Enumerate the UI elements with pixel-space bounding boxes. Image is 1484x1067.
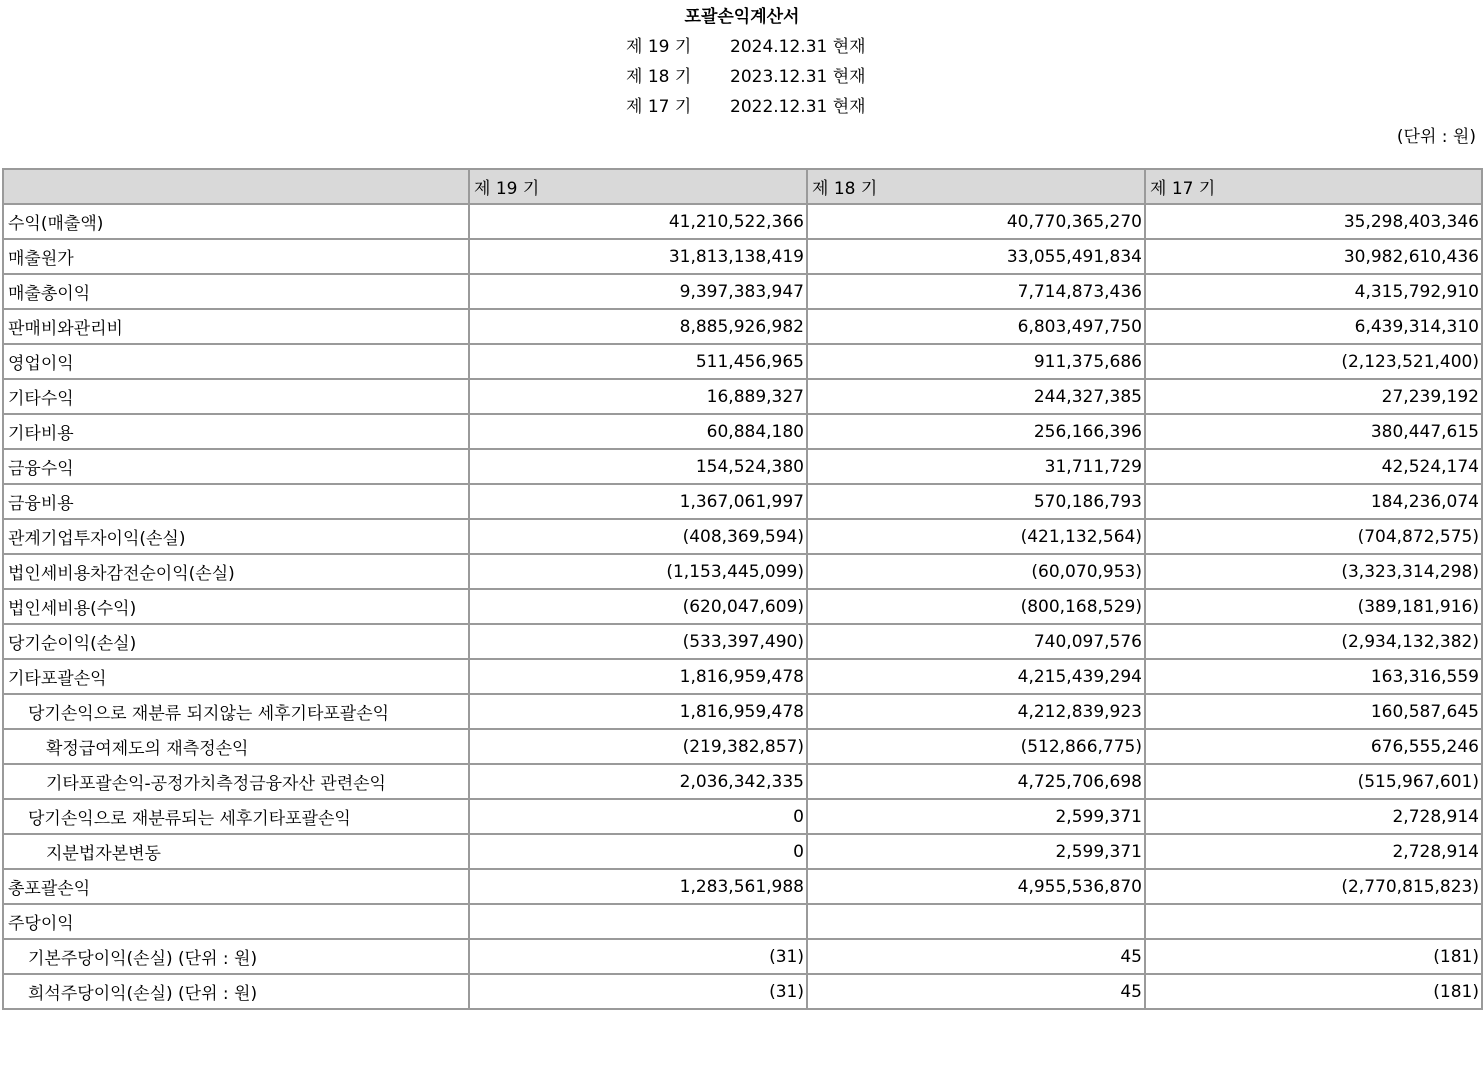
value-cell: [1145, 904, 1482, 939]
value-cell: 60,884,180: [469, 414, 807, 449]
value-cell: 6,803,497,750: [807, 309, 1145, 344]
period-name: 제 17 기: [626, 97, 692, 117]
table-row: [3, 309, 1482, 344]
header-cell-period: 제 17 기: [1145, 169, 1482, 204]
value-cell: (2,770,815,823): [1145, 869, 1482, 904]
table-row: [3, 974, 1482, 1009]
table-row: [3, 939, 1482, 974]
table-row: [3, 799, 1482, 834]
row-label: 금융비용: [3, 484, 469, 519]
table-row: [3, 204, 1482, 239]
value-cell: 0: [469, 799, 807, 834]
value-cell: 45: [807, 974, 1145, 1009]
value-cell: 1,816,959,478: [469, 659, 807, 694]
value-cell: (2,123,521,400): [1145, 344, 1482, 379]
unit-note: (단위 : 원): [1396, 127, 1476, 147]
value-cell: 6,439,314,310: [1145, 309, 1482, 344]
value-cell: 380,447,615: [1145, 414, 1482, 449]
value-cell: 2,599,371: [807, 834, 1145, 869]
row-label: 당기손익으로 재분류되는 세후기타포괄손익: [3, 799, 469, 834]
value-cell: 33,055,491,834: [807, 239, 1145, 274]
table-row: [3, 274, 1482, 309]
value-cell: (181): [1145, 939, 1482, 974]
income-statement-table: [2, 168, 1483, 1010]
value-cell: 4,215,439,294: [807, 659, 1145, 694]
header-cell-period: 제 18 기: [807, 169, 1145, 204]
value-cell: 42,524,174: [1145, 449, 1482, 484]
value-cell: 16,889,327: [469, 379, 807, 414]
value-cell: (389,181,916): [1145, 589, 1482, 624]
row-label: 지분법자본변동: [3, 834, 469, 869]
row-label: 주당이익: [3, 904, 469, 939]
period-line: [0, 62, 1484, 92]
value-cell: 1,816,959,478: [469, 694, 807, 729]
period-line: [0, 32, 1484, 62]
value-cell: 0: [469, 834, 807, 869]
table-row: [3, 869, 1482, 904]
value-cell: 4,725,706,698: [807, 764, 1145, 799]
value-cell: (3,323,314,298): [1145, 554, 1482, 589]
row-label: 판매비와관리비: [3, 309, 469, 344]
table-row: [3, 694, 1482, 729]
value-cell: 570,186,793: [807, 484, 1145, 519]
value-cell: 1,283,561,988: [469, 869, 807, 904]
value-cell: 31,711,729: [807, 449, 1145, 484]
period-date: 2023.12.31 현재: [730, 67, 866, 87]
row-label: 관계기업투자이익(손실): [3, 519, 469, 554]
row-label: 수익(매출액): [3, 204, 469, 239]
value-cell: 740,097,576: [807, 624, 1145, 659]
row-label: 기타비용: [3, 414, 469, 449]
period-name: 제 18 기: [626, 67, 692, 87]
value-cell: 676,555,246: [1145, 729, 1482, 764]
table-row: [3, 624, 1482, 659]
value-cell: (31): [469, 939, 807, 974]
table-row: [3, 449, 1482, 484]
value-cell: (800,168,529): [807, 589, 1145, 624]
table-row: [3, 484, 1482, 519]
value-cell: (515,967,601): [1145, 764, 1482, 799]
value-cell: 911,375,686: [807, 344, 1145, 379]
value-cell: 2,036,342,335: [469, 764, 807, 799]
row-label: 확정급여제도의 재측정손익: [3, 729, 469, 764]
row-label: 매출원가: [3, 239, 469, 274]
row-label: 법인세비용(수익): [3, 589, 469, 624]
value-cell: 35,298,403,346: [1145, 204, 1482, 239]
value-cell: 160,587,645: [1145, 694, 1482, 729]
value-cell: 45: [807, 939, 1145, 974]
row-label: 당기순이익(손실): [3, 624, 469, 659]
row-label: 총포괄손익: [3, 869, 469, 904]
value-cell: (1,153,445,099): [469, 554, 807, 589]
row-label: 기타포괄손익-공정가치측정금융자산 관련손익: [3, 764, 469, 799]
value-cell: [807, 904, 1145, 939]
value-cell: (181): [1145, 974, 1482, 1009]
row-label: 기타수익: [3, 379, 469, 414]
table-row: [3, 344, 1482, 379]
value-cell: (620,047,609): [469, 589, 807, 624]
table-row: [3, 764, 1482, 799]
statement-title: 포괄손익계산서: [684, 7, 800, 27]
value-cell: 1,367,061,997: [469, 484, 807, 519]
value-cell: 41,210,522,366: [469, 204, 807, 239]
table-row: [3, 659, 1482, 694]
value-cell: 8,885,926,982: [469, 309, 807, 344]
row-label: 기타포괄손익: [3, 659, 469, 694]
value-cell: 27,239,192: [1145, 379, 1482, 414]
value-cell: 154,524,380: [469, 449, 807, 484]
table-row: [3, 904, 1482, 939]
value-cell: (704,872,575): [1145, 519, 1482, 554]
value-cell: (512,866,775): [807, 729, 1145, 764]
row-label: 희석주당이익(손실) (단위 : 원): [3, 974, 469, 1009]
value-cell: 31,813,138,419: [469, 239, 807, 274]
period-line: [0, 92, 1484, 122]
value-cell: 163,316,559: [1145, 659, 1482, 694]
value-cell: (60,070,953): [807, 554, 1145, 589]
value-cell: 4,955,536,870: [807, 869, 1145, 904]
value-cell: (31): [469, 974, 807, 1009]
value-cell: [469, 904, 807, 939]
table-row: [3, 414, 1482, 449]
value-cell: 184,236,074: [1145, 484, 1482, 519]
value-cell: (408,369,594): [469, 519, 807, 554]
row-label: 영업이익: [3, 344, 469, 379]
value-cell: (2,934,132,382): [1145, 624, 1482, 659]
table-row: [3, 239, 1482, 274]
value-cell: 244,327,385: [807, 379, 1145, 414]
row-label: 매출총이익: [3, 274, 469, 309]
table-row: [3, 519, 1482, 554]
row-label: 당기손익으로 재분류 되지않는 세후기타포괄손익: [3, 694, 469, 729]
value-cell: (421,132,564): [807, 519, 1145, 554]
value-cell: 2,599,371: [807, 799, 1145, 834]
value-cell: 2,728,914: [1145, 834, 1482, 869]
table-row: [3, 554, 1482, 589]
table-row: [3, 589, 1482, 624]
table-header-row: [3, 169, 1482, 204]
period-date: 2022.12.31 현재: [730, 97, 866, 117]
value-cell: 4,212,839,923: [807, 694, 1145, 729]
value-cell: (533,397,490): [469, 624, 807, 659]
value-cell: 7,714,873,436: [807, 274, 1145, 309]
header-cell-period: 제 19 기: [469, 169, 807, 204]
value-cell: 2,728,914: [1145, 799, 1482, 834]
row-label: 기본주당이익(손실) (단위 : 원): [3, 939, 469, 974]
period-name: 제 19 기: [626, 37, 692, 57]
period-date: 2024.12.31 현재: [730, 37, 866, 57]
value-cell: (219,382,857): [469, 729, 807, 764]
table-row: [3, 729, 1482, 764]
table-row: [3, 834, 1482, 869]
value-cell: 30,982,610,436: [1145, 239, 1482, 274]
value-cell: 40,770,365,270: [807, 204, 1145, 239]
value-cell: 4,315,792,910: [1145, 274, 1482, 309]
table-row: [3, 379, 1482, 414]
row-label: 법인세비용차감전순이익(손실): [3, 554, 469, 589]
value-cell: 511,456,965: [469, 344, 807, 379]
value-cell: 256,166,396: [807, 414, 1145, 449]
value-cell: 9,397,383,947: [469, 274, 807, 309]
row-label: 금융수익: [3, 449, 469, 484]
header-cell-blank: [3, 169, 469, 204]
